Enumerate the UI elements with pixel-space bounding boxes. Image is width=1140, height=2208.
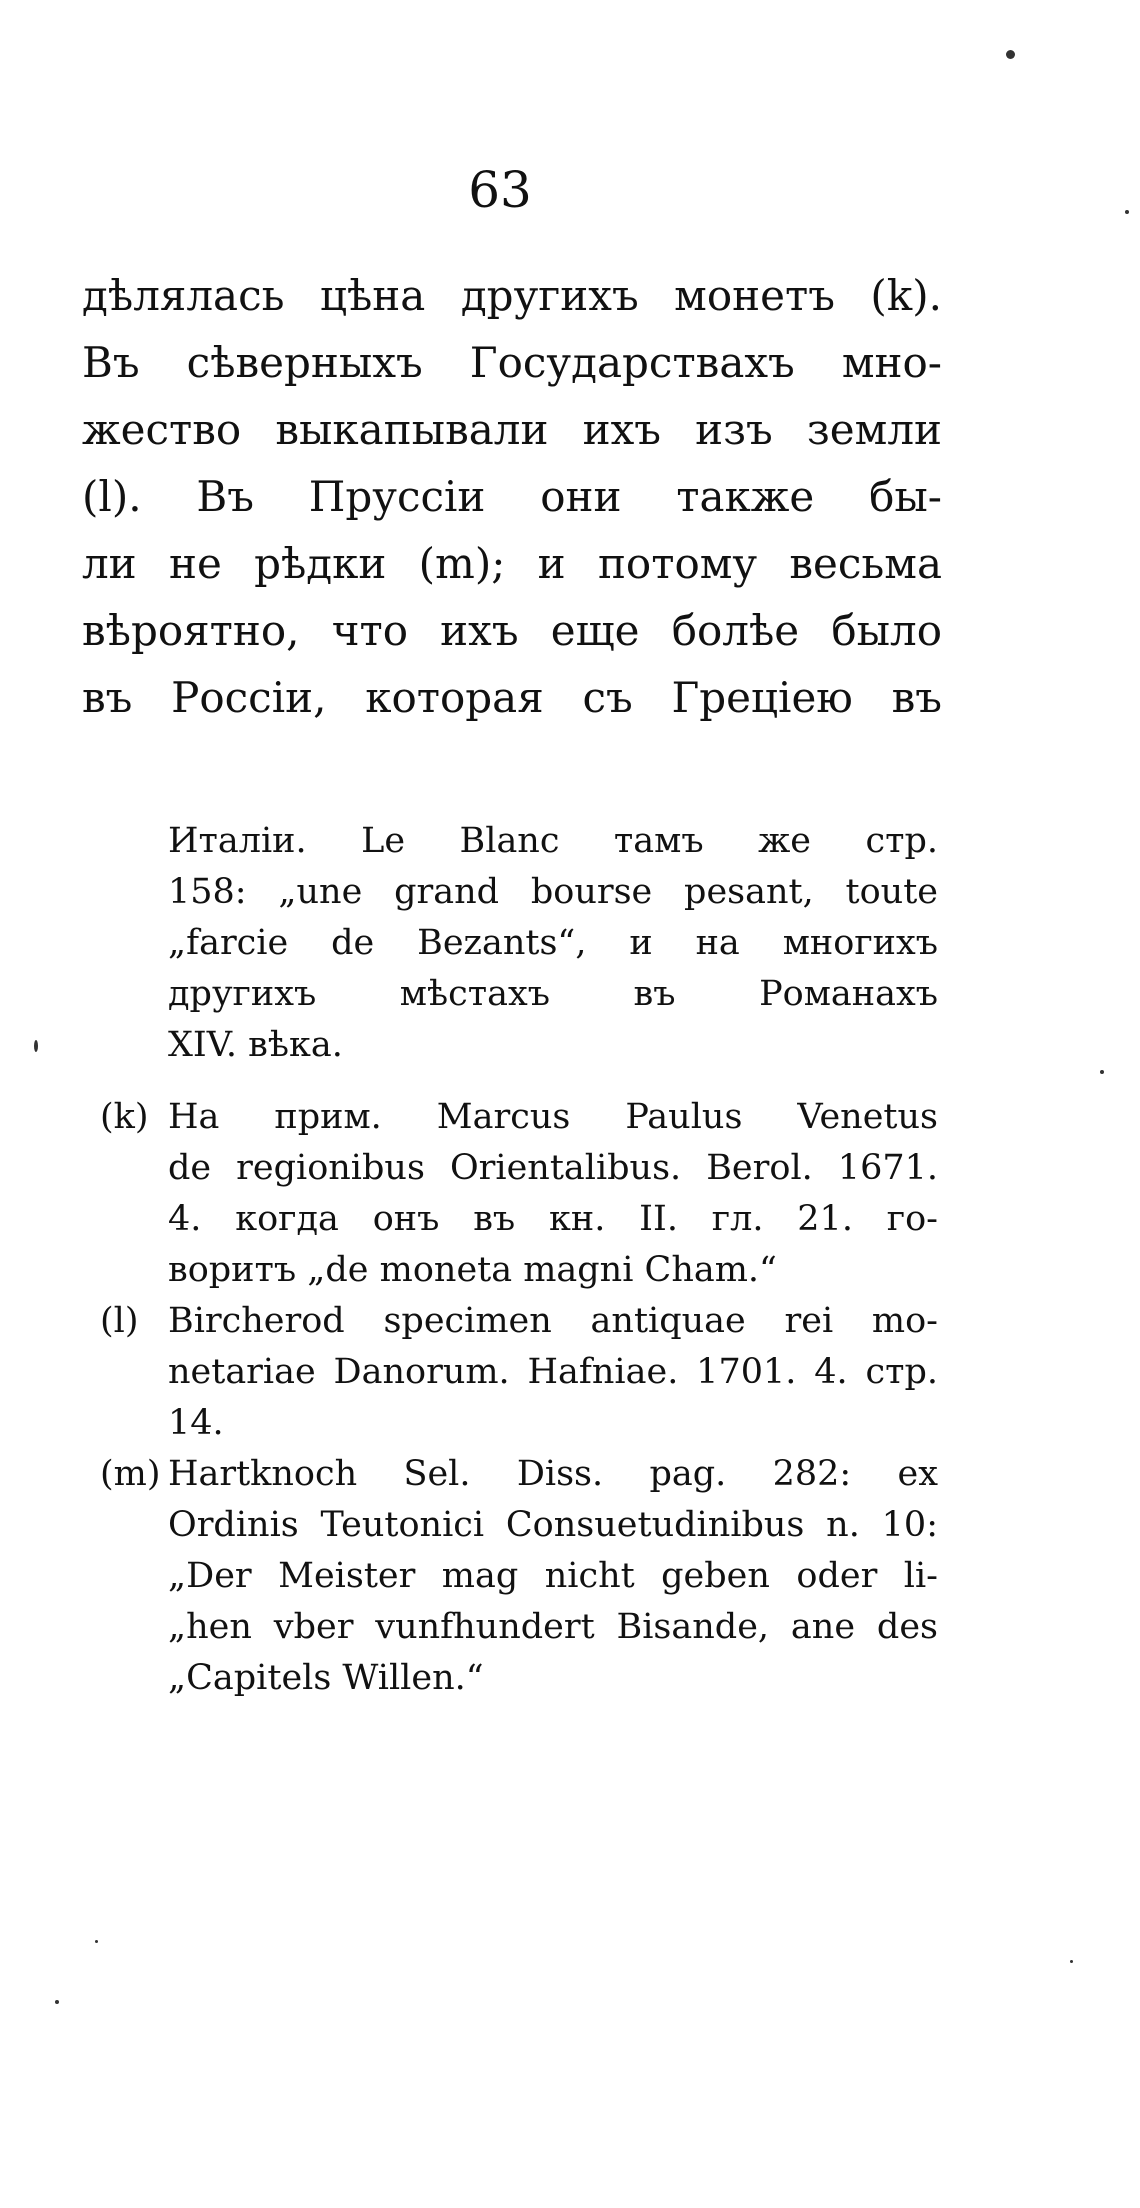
footnote-line: 158: „une grand bourse pesant, toute <box>168 872 938 912</box>
footnote-line: другихъ мѣстахъ въ Романахъ <box>168 974 938 1014</box>
scan-speck <box>1100 1070 1104 1074</box>
footnote-line: воритъ „de moneta magni Cham.“ <box>168 1250 777 1290</box>
footnote-k <box>100 1092 938 1296</box>
footnote-m <box>100 1449 938 1704</box>
scan-speck <box>1125 210 1129 214</box>
footnotes-block <box>100 1092 938 1704</box>
scan-speck <box>55 2000 59 2004</box>
footnote-l <box>100 1296 938 1449</box>
footnote-line: „hen vber vunfhundert Bisande, ane des <box>168 1607 938 1647</box>
main-text-line: въ Россіи, которая съ Греціею въ <box>82 673 942 722</box>
footnote-mark: (m) <box>100 1454 161 1494</box>
page-number: 63 <box>468 161 532 219</box>
footnote-continuation <box>168 816 938 1071</box>
main-text-line: (l). Въ Пруссіи они также бы- <box>82 472 942 521</box>
footnote-line: Италіи. Le Blanc тамъ же стр. <box>168 821 938 861</box>
scan-speck <box>1070 1960 1073 1963</box>
main-text-line: ли не рѣдки (m); и потому весьма <box>82 539 942 588</box>
scan-speck <box>95 1940 98 1943</box>
footnote-line: Ordinis Teutonici Consuetudinibus n. 10: <box>168 1505 938 1545</box>
footnote-mark: (k) <box>100 1097 149 1137</box>
footnote-line: „Der Meister mag nicht geben oder li- <box>168 1556 938 1596</box>
footnote-line: Bircherod specimen antiquae rei mo- <box>168 1301 938 1341</box>
footnote-line: 14. <box>168 1403 224 1443</box>
footnote-line: XIV. вѣка. <box>168 1025 343 1065</box>
main-text-line: дѣлялась цѣна другихъ монетъ (k). <box>82 271 942 320</box>
main-text-block <box>82 262 942 731</box>
footnote-line: netariae Danorum. Hafniae. 1701. 4. стр. <box>168 1352 938 1392</box>
footnote-line: „Capitels Willen.“ <box>168 1658 484 1698</box>
footnote-line: Hartknoch Sel. Diss. pag. 282: ex <box>168 1454 938 1494</box>
scan-speck <box>34 1040 38 1052</box>
main-text-line: Въ сѣверныхъ Государствахъ мно- <box>82 338 942 387</box>
main-text-line: жество выкапывали ихъ изъ земли <box>82 405 942 454</box>
footnote-line: На прим. Marcus Paulus Venetus <box>168 1097 938 1137</box>
footnote-line: 4. когда онъ въ кн. II. гл. 21. го- <box>168 1199 938 1239</box>
main-text-line: вѣроятно, что ихъ еще болѣе было <box>82 606 942 655</box>
footnote-line: de regionibus Orientalibus. Berol. 1671. <box>168 1148 938 1188</box>
footnote-mark: (l) <box>100 1301 139 1341</box>
footnote-line: „farcie de Bezants“, и на многихъ <box>168 923 938 963</box>
scan-speck <box>1006 50 1015 59</box>
